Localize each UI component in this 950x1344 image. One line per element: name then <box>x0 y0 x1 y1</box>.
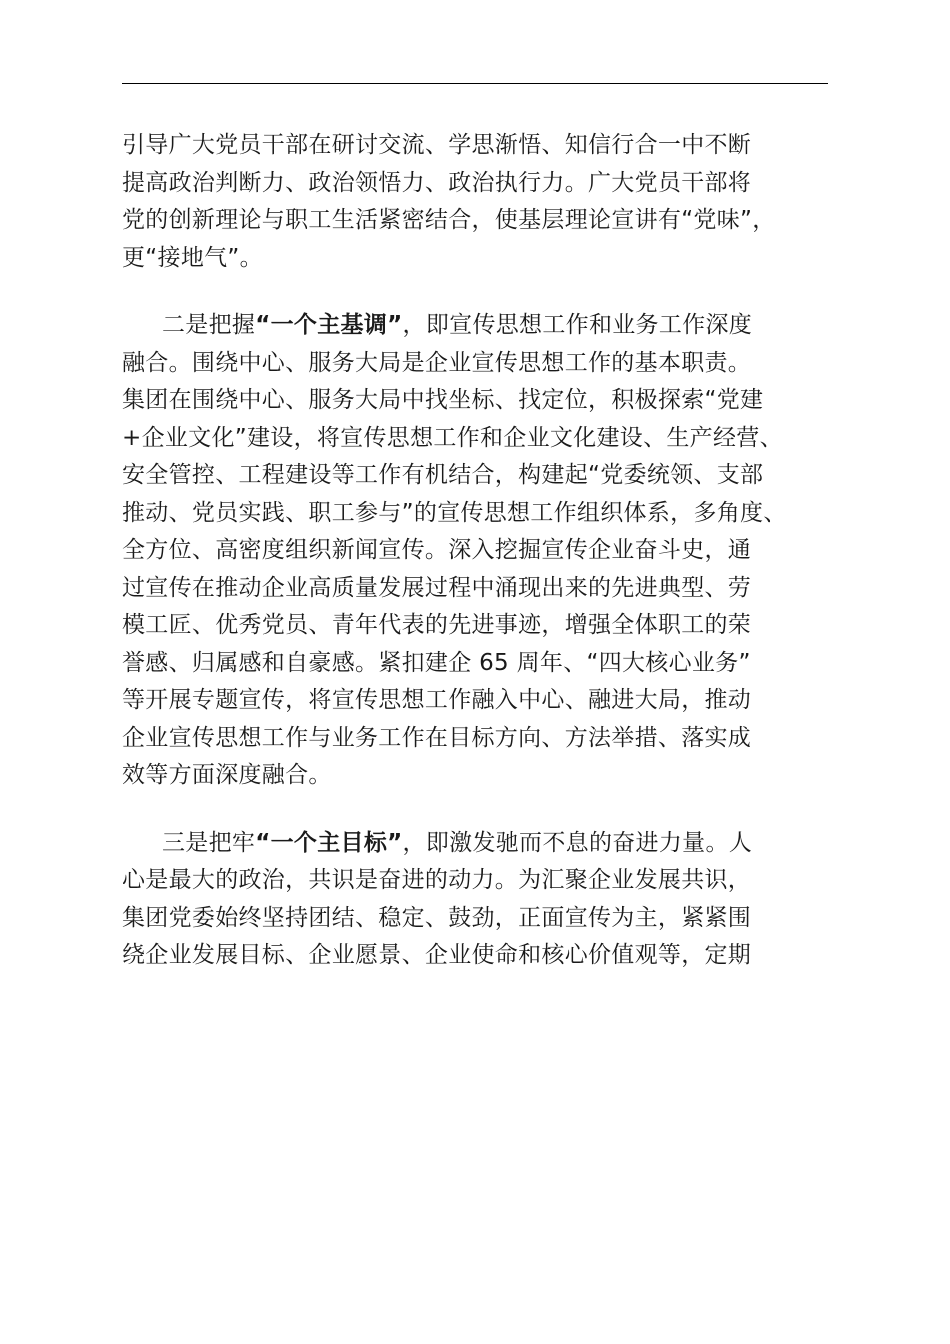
text-line: 等开展专题宣传，将宣传思想工作融入中心、融进大局，推动 <box>122 687 752 713</box>
text-line: 推动、党员实践、职工参与”的宣传思想工作组织体系，多角度、 <box>122 499 787 526</box>
text-line: +企业文化”建设，将宣传思想工作和企业文化建设、生产经营、 <box>122 424 783 451</box>
text-line: 过宣传在推动企业高质量发展过程中涌现出来的先进典型、劳 <box>122 574 752 601</box>
text-line: 集团在围绕中心、服务大局中找坐标、找定位，积极探索“党建 <box>122 387 764 413</box>
paragraph-spacer <box>122 795 832 825</box>
text-line: 集团党委始终坚持团结、稳定、鼓劲，正面宣传为主，紧紧围 <box>122 904 752 931</box>
text-line: 绕企业发展目标、企业愿景、企业使命和核心价值观等，定期 <box>122 942 752 968</box>
text-line: 党的创新理论与职工生活紧密结合，使基层理论宣讲有“党味”， <box>122 207 776 233</box>
paragraph-spacer <box>122 277 832 307</box>
text-line: 全方位、高密度组织新闻宣传。深入挖掘宣传企业奋斗史，通 <box>122 537 752 563</box>
text-line: 模工匠、优秀党员、青年代表的先进事迹，增强全体职工的荣 <box>122 612 752 638</box>
text-line: 心是最大的政治，共识是奋进的动力。为汇聚企业发展共识， <box>122 867 752 893</box>
body-text <box>122 127 832 975</box>
text-line: 企业宣传思想工作与业务工作在目标方向、方法举措、落实成 <box>122 724 752 751</box>
text-line: 誉感、归属感和自豪感。紧扣建企 65 周年、“四大核心业务” <box>122 649 751 676</box>
text-line: 融合。围绕中心、服务大局是企业宣传思想工作的基本职责。 <box>122 349 752 376</box>
lead-text: 三是把牢 <box>162 829 256 856</box>
text-line-first <box>122 307 832 345</box>
text-line-first <box>122 825 832 863</box>
text-line: 效等方面深度融合。 <box>122 762 332 788</box>
header-rule <box>122 83 828 84</box>
text-line: 提高政治判断力、政治领悟力、政治执行力。广大党员干部将 <box>122 169 752 196</box>
text-line: 更“接地气”。 <box>122 244 263 271</box>
emphasis-text: “一个主基调” <box>255 312 403 338</box>
paragraph-3 <box>122 825 832 975</box>
emphasis-text: “一个主目标” <box>255 829 403 856</box>
lead-text: 二是把握 <box>162 312 256 338</box>
trail-text: ，即激发驰而不息的奋进力量。人 <box>402 829 753 856</box>
trail-text: ，即宣传思想工作和业务工作深度 <box>402 312 753 338</box>
paragraph-1 <box>122 127 832 277</box>
paragraph-2 <box>122 307 832 795</box>
text-line: 安全管控、工程建设等工作有机结合，构建起“党委统领、支部 <box>122 462 764 488</box>
text-line: 引导广大党员干部在研讨交流、学思渐悟、知信行合一中不断 <box>122 132 752 158</box>
